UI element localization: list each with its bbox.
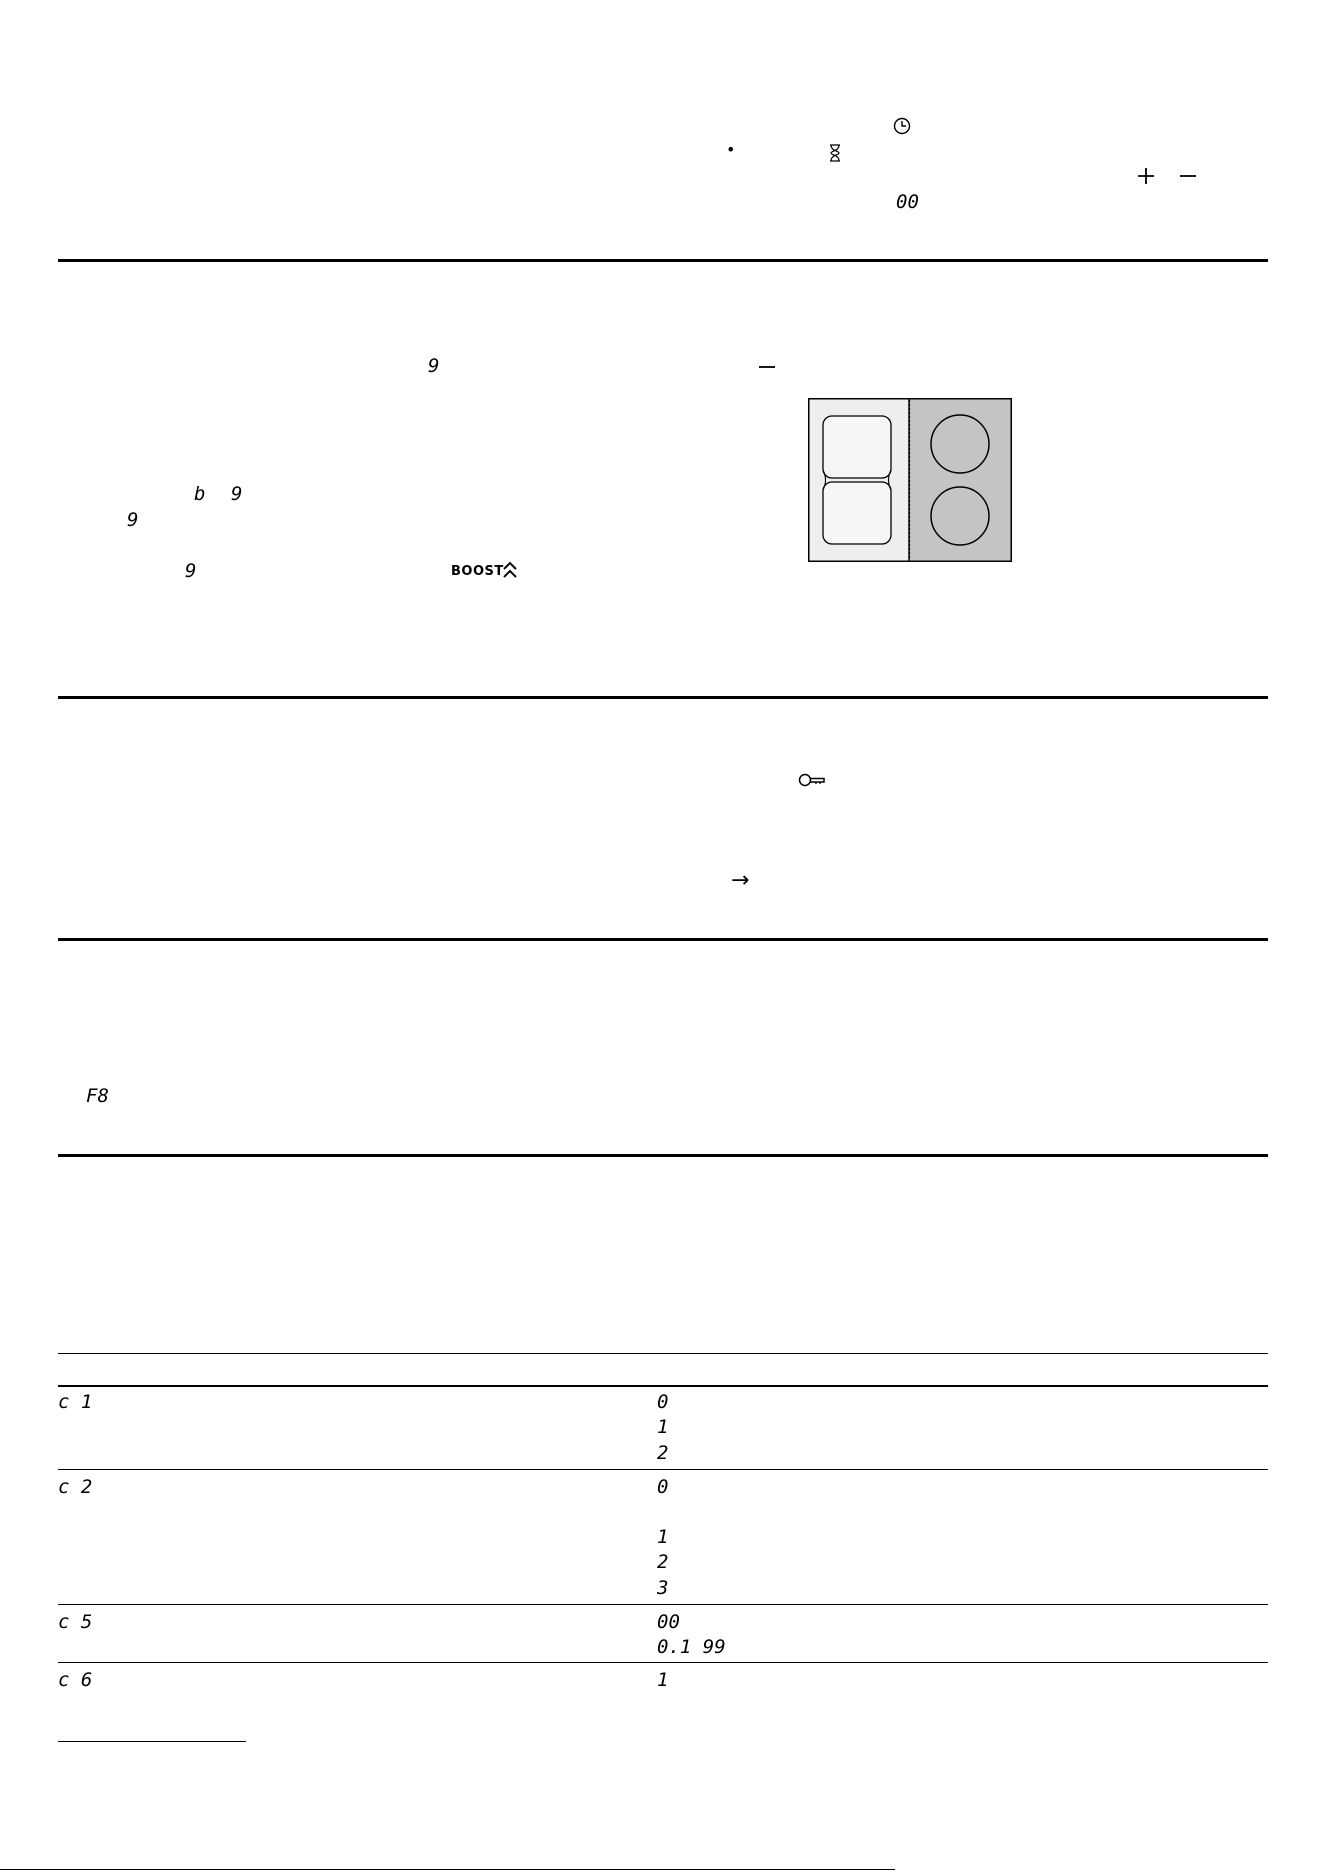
display-b: b: [194, 483, 206, 505]
table-row-value: 0: [657, 1476, 669, 1498]
page-bottom-rule: [0, 1869, 895, 1870]
table-row-value: 00: [657, 1611, 680, 1633]
error-code-display: F8: [86, 1085, 109, 1107]
table-header-bottom-rule: [58, 1385, 1268, 1387]
display-nine-d: 9: [185, 560, 197, 582]
hourglass-icon: [828, 144, 842, 162]
display-nine-b: 9: [231, 483, 243, 505]
section-divider-4: [58, 1154, 1268, 1157]
section-divider-1: [58, 259, 1268, 262]
table-row-value: 3: [657, 1577, 669, 1599]
table-row-value: 1: [657, 1416, 669, 1438]
table-row-divider: [58, 1469, 1268, 1470]
section-divider-2: [58, 696, 1268, 699]
table-header-top-rule: [58, 1353, 1268, 1354]
table-row-code: c 5: [58, 1611, 93, 1633]
table-row-value: 1: [657, 1669, 669, 1691]
arrow-symbol: →: [731, 868, 750, 893]
table-row-value: 1: [657, 1526, 669, 1548]
section-divider-3: [58, 938, 1268, 941]
table-row-code: c 6: [58, 1669, 93, 1691]
table-row-value: 0.1 99: [657, 1636, 726, 1658]
display-nine-c: 9: [127, 509, 139, 531]
hob-diagram: [808, 398, 1012, 562]
boost-chevron-icon: [502, 561, 518, 579]
table-row-value: 2: [657, 1442, 669, 1464]
timer-display-value: 00: [896, 191, 919, 213]
minus-icon: [1178, 166, 1198, 186]
table-row-divider: [58, 1662, 1268, 1663]
table-row-divider: [58, 1604, 1268, 1605]
minus-icon: [757, 357, 777, 377]
table-row-code: c 1: [58, 1391, 93, 1413]
footnote-rule: [58, 1741, 246, 1742]
boost-label: BOOST: [451, 564, 504, 579]
table-row-value: 0: [657, 1391, 669, 1413]
plus-icon: [1136, 166, 1156, 186]
display-nine: 9: [428, 355, 440, 377]
clock-icon: [893, 117, 911, 135]
bullet-dot: •: [726, 140, 736, 159]
key-icon: [798, 772, 826, 788]
table-row-code: c 2: [58, 1476, 93, 1498]
table-row-value: 2: [657, 1551, 669, 1573]
